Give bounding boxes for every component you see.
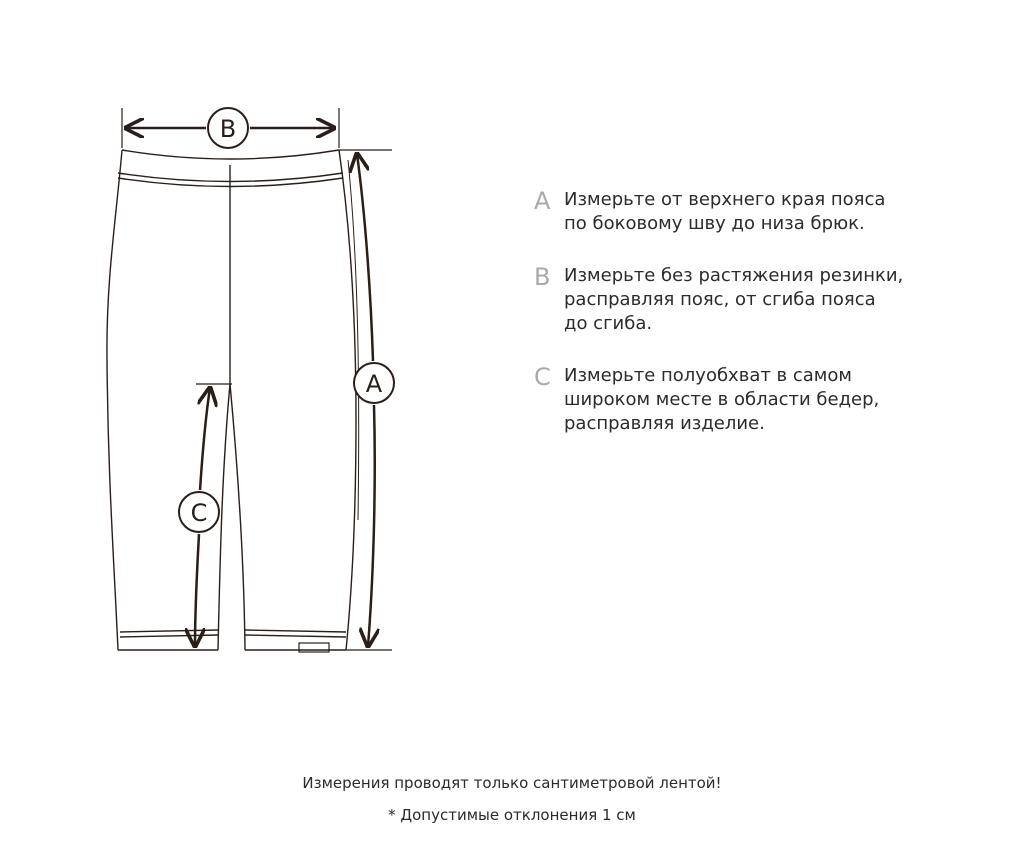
measurement-note: Измерения проводят только сантиметровой лентой! bbox=[302, 774, 722, 792]
dimension-a-length bbox=[354, 154, 394, 646]
instruction-b-text: Измерьте без растяжения резинки, расправляя пояс, от сгиба пояса до сгиба. bbox=[564, 265, 904, 334]
tolerance-note: * Допустимые отклонения 1 см bbox=[388, 806, 636, 824]
instruction-a-letter: A bbox=[534, 187, 551, 215]
dimension-c-hip bbox=[179, 388, 219, 646]
pants-outline bbox=[107, 150, 359, 652]
instruction-c-letter: C bbox=[534, 363, 551, 391]
marker-c-label: C bbox=[190, 499, 208, 527]
instruction-a bbox=[534, 188, 1004, 236]
dimension-b-waist bbox=[126, 108, 334, 148]
instruction-b-letter: B bbox=[534, 263, 551, 291]
instruction-a-text: Измерьте от верхнего края пояса по боковому шву до низа брюк. bbox=[564, 189, 886, 234]
marker-b-label: B bbox=[219, 115, 237, 143]
instruction-b bbox=[534, 264, 1004, 336]
instruction-c bbox=[534, 364, 1004, 436]
marker-a-label: A bbox=[365, 370, 383, 398]
instruction-c-text: Измерьте полуобхват в самом широком месте в области бедер, расправляя изделие. bbox=[564, 365, 880, 434]
measurement-guides bbox=[122, 108, 392, 650]
measurement-instructions bbox=[534, 188, 1004, 464]
